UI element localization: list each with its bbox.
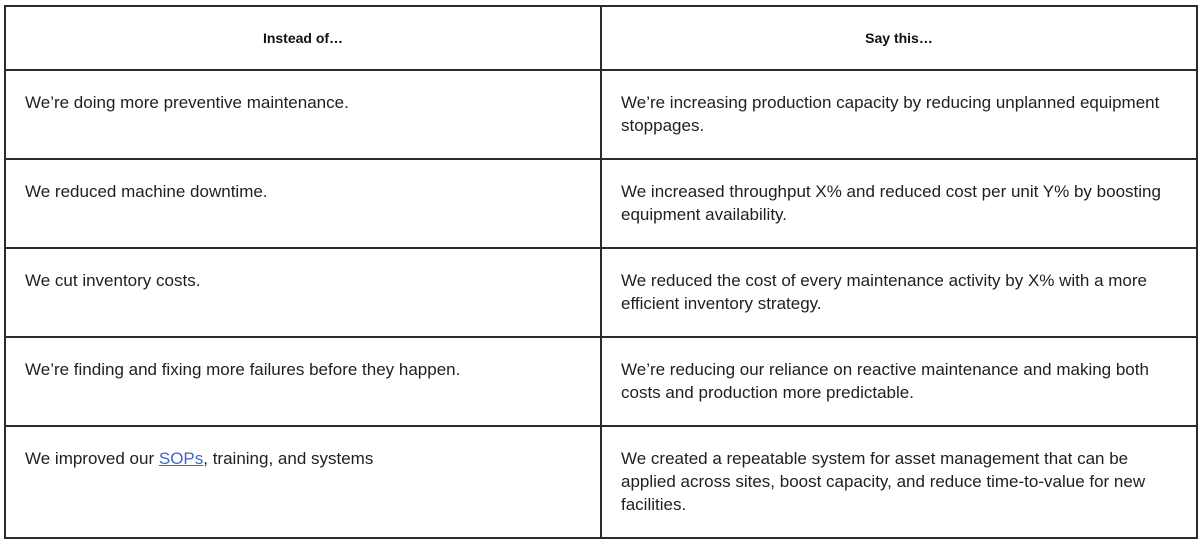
say-text: We’re reducing our reliance on reactive maintenance and making both costs and production more predictable. [621, 360, 1149, 402]
comparison-table-container [4, 5, 1196, 534]
instead-text: We cut inventory costs. [25, 271, 201, 290]
table-row [5, 337, 1197, 426]
say-cell [601, 159, 1197, 248]
instead-text: We reduced machine downtime. [25, 182, 268, 201]
table-row [5, 159, 1197, 248]
say-cell [601, 248, 1197, 337]
instead-cell [5, 159, 601, 248]
header-row [5, 6, 1197, 70]
comparison-table [4, 5, 1198, 539]
say-text: We created a repeatable system for asset management that can be applied across sites, boost capacity, and reduce time-to-value for new facilities. [621, 449, 1146, 514]
say-cell [601, 426, 1197, 538]
instead-cell [5, 337, 601, 426]
say-text: We increased throughput X% and reduced cost per unit Y% by boosting equipment availability. [621, 182, 1161, 224]
say-text: We reduced the cost of every maintenance activity by X% with a more efficient inventory strategy. [621, 271, 1147, 313]
table-row [5, 248, 1197, 337]
table-row [5, 426, 1197, 538]
instead-text: We’re doing more preventive maintenance. [25, 93, 349, 112]
table-row [5, 70, 1197, 159]
instead-cell [5, 70, 601, 159]
instead-cell [5, 248, 601, 337]
sops-link[interactable]: SOPs [158, 449, 204, 468]
instead-cell [5, 426, 601, 538]
say-text: We’re increasing production capacity by reducing unplanned equipment stoppages. [621, 93, 1160, 135]
header-instead-of: Instead of… [5, 6, 601, 70]
instead-text: We’re finding and fixing more failures before they happen. [25, 360, 461, 379]
instead-prefix: We improved our [25, 449, 159, 468]
instead-suffix: , training, and systems [203, 449, 374, 468]
say-cell [601, 337, 1197, 426]
header-say-this: Say this… [601, 6, 1197, 70]
say-cell [601, 70, 1197, 159]
instead-text [6, 427, 600, 470]
